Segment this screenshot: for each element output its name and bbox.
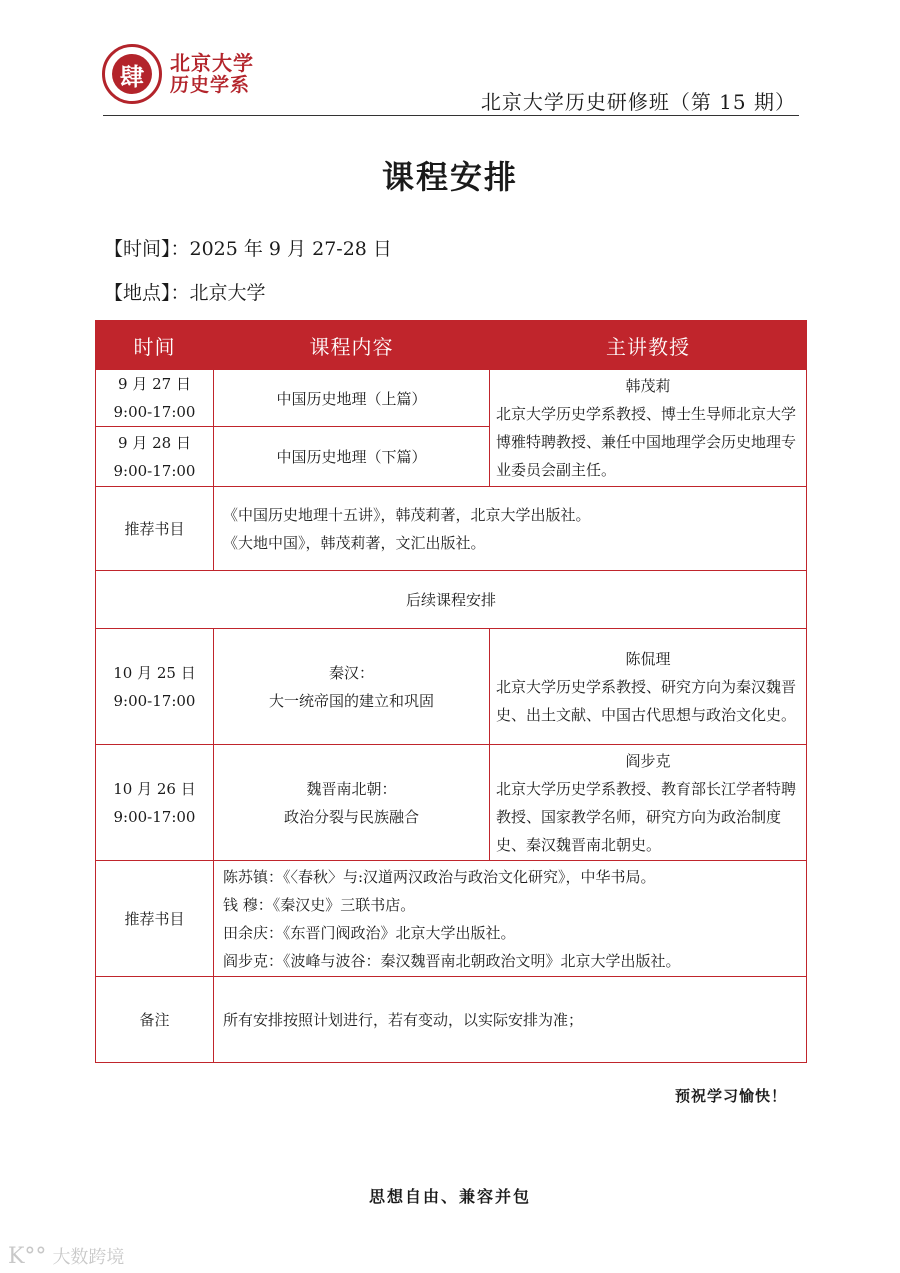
professor-name: 阎步克 bbox=[625, 751, 671, 770]
session-time-cell bbox=[96, 427, 214, 487]
event-place: 【地点】：北京大学 bbox=[104, 282, 266, 304]
table-row bbox=[96, 861, 807, 977]
department-logo bbox=[102, 44, 254, 104]
session-course: 中国历史地理（上篇） bbox=[214, 370, 490, 427]
watermark bbox=[8, 1243, 124, 1269]
header-professor: 主讲教授 bbox=[490, 321, 807, 370]
header-divider bbox=[103, 115, 799, 116]
book-item: 《大地中国》，韩茂莉著，文汇出版社。 bbox=[223, 533, 486, 552]
table-header-row bbox=[96, 321, 807, 370]
seal-glyph: 肆 bbox=[112, 54, 152, 94]
logo-text bbox=[170, 52, 254, 96]
professor-cell bbox=[490, 745, 807, 861]
professor-bio: 北京大学历史学系教授、研究方向为秦汉魏晋史、出土文献、中国古代思想与政治文化史。 bbox=[496, 677, 797, 724]
book-item: 《中国历史地理十五讲》，韩茂莉著，北京大学出版社。 bbox=[223, 505, 591, 524]
session-date: 9 月 28 日 bbox=[118, 433, 191, 452]
professor-bio: 北京大学历史学系教授、教育部长江学者特聘教授、国家教学名师，研究方向为政治制度史、秦汉魏晋南北朝史。 bbox=[496, 779, 797, 854]
schedule-table bbox=[95, 320, 807, 1063]
program-title: 北京大学历史研修班（第 15 期） bbox=[480, 90, 796, 114]
logo-line-2: 历史学系 bbox=[170, 74, 251, 96]
followup-label: 后续课程安排 bbox=[96, 571, 807, 629]
session-date: 9 月 27 日 bbox=[118, 375, 191, 393]
header-time: 时间 bbox=[96, 321, 214, 370]
table-row bbox=[96, 487, 807, 571]
books-list bbox=[214, 487, 807, 571]
table-row bbox=[96, 977, 807, 1063]
pku-history-seal-icon bbox=[102, 44, 162, 104]
book-item: 阎步克：《波峰与波谷：秦汉魏晋南北朝政治文明》北京大学出版社。 bbox=[223, 951, 681, 970]
session-time-cell bbox=[96, 745, 214, 861]
logo-line-1: 北京大学 bbox=[170, 51, 254, 75]
professor-bio: 北京大学历史学系教授、博士生导师北京大学博雅特聘教授、兼任中国地理学会历史地理专业委员会副主任。 bbox=[496, 405, 797, 479]
session-time-cell bbox=[96, 629, 214, 745]
page-title: 课程安排 bbox=[381, 158, 518, 196]
course-topic: 政治分裂与民族融合 bbox=[283, 807, 419, 826]
session-date: 10 月 26 日 bbox=[113, 779, 196, 798]
professor-name: 韩茂莉 bbox=[625, 377, 671, 395]
remarks-label: 备注 bbox=[96, 977, 214, 1063]
watermark-icon: K°° bbox=[8, 1243, 47, 1269]
event-time: 【时间】：2025 年 9 月 27-28 日 bbox=[104, 238, 392, 260]
watermark-text: 大数跨境 bbox=[52, 1247, 125, 1268]
books-label: 推荐书目 bbox=[96, 861, 214, 977]
session-hours: 9:00-17:00 bbox=[113, 807, 196, 826]
professor-cell bbox=[490, 629, 807, 745]
session-date: 10 月 25 日 bbox=[113, 663, 196, 682]
table-row bbox=[96, 629, 807, 745]
session-course: 中国历史地理（下篇） bbox=[214, 427, 490, 487]
professor-name: 陈侃理 bbox=[625, 649, 671, 668]
book-item: 陈苏镇：《〈春秋〉与:汉道两汉政治与政治文化研究》，中华书局。 bbox=[223, 867, 656, 886]
course-era: 秦汉： bbox=[328, 663, 374, 682]
remarks-text: 所有安排按照计划进行，若有变动，以实际安排为准； bbox=[214, 977, 807, 1063]
session-hours: 9:00-17:00 bbox=[113, 461, 196, 480]
session-time-cell bbox=[96, 370, 214, 427]
header-course: 课程内容 bbox=[214, 321, 490, 370]
book-item: 田余庆：《东晋门阀政治》北京大学出版社。 bbox=[223, 923, 516, 942]
table-row bbox=[96, 571, 807, 629]
session-hours: 9:00-17:00 bbox=[113, 691, 196, 710]
session-hours: 9:00-17:00 bbox=[113, 403, 196, 421]
books-label: 推荐书目 bbox=[96, 487, 214, 571]
professor-cell bbox=[490, 370, 807, 487]
closing-wish: 预祝学习愉快！ bbox=[674, 1087, 787, 1105]
session-course bbox=[214, 745, 490, 861]
table-row bbox=[96, 370, 807, 427]
course-era: 魏晋南北朝： bbox=[306, 779, 397, 798]
table-row bbox=[96, 745, 807, 861]
university-motto: 思想自由、兼容并包 bbox=[368, 1187, 531, 1206]
books-list bbox=[214, 861, 807, 977]
book-item: 钱 穆：《秦汉史》三联书店。 bbox=[223, 895, 416, 914]
session-course bbox=[214, 629, 490, 745]
course-topic: 大一统帝国的建立和巩固 bbox=[268, 691, 434, 710]
